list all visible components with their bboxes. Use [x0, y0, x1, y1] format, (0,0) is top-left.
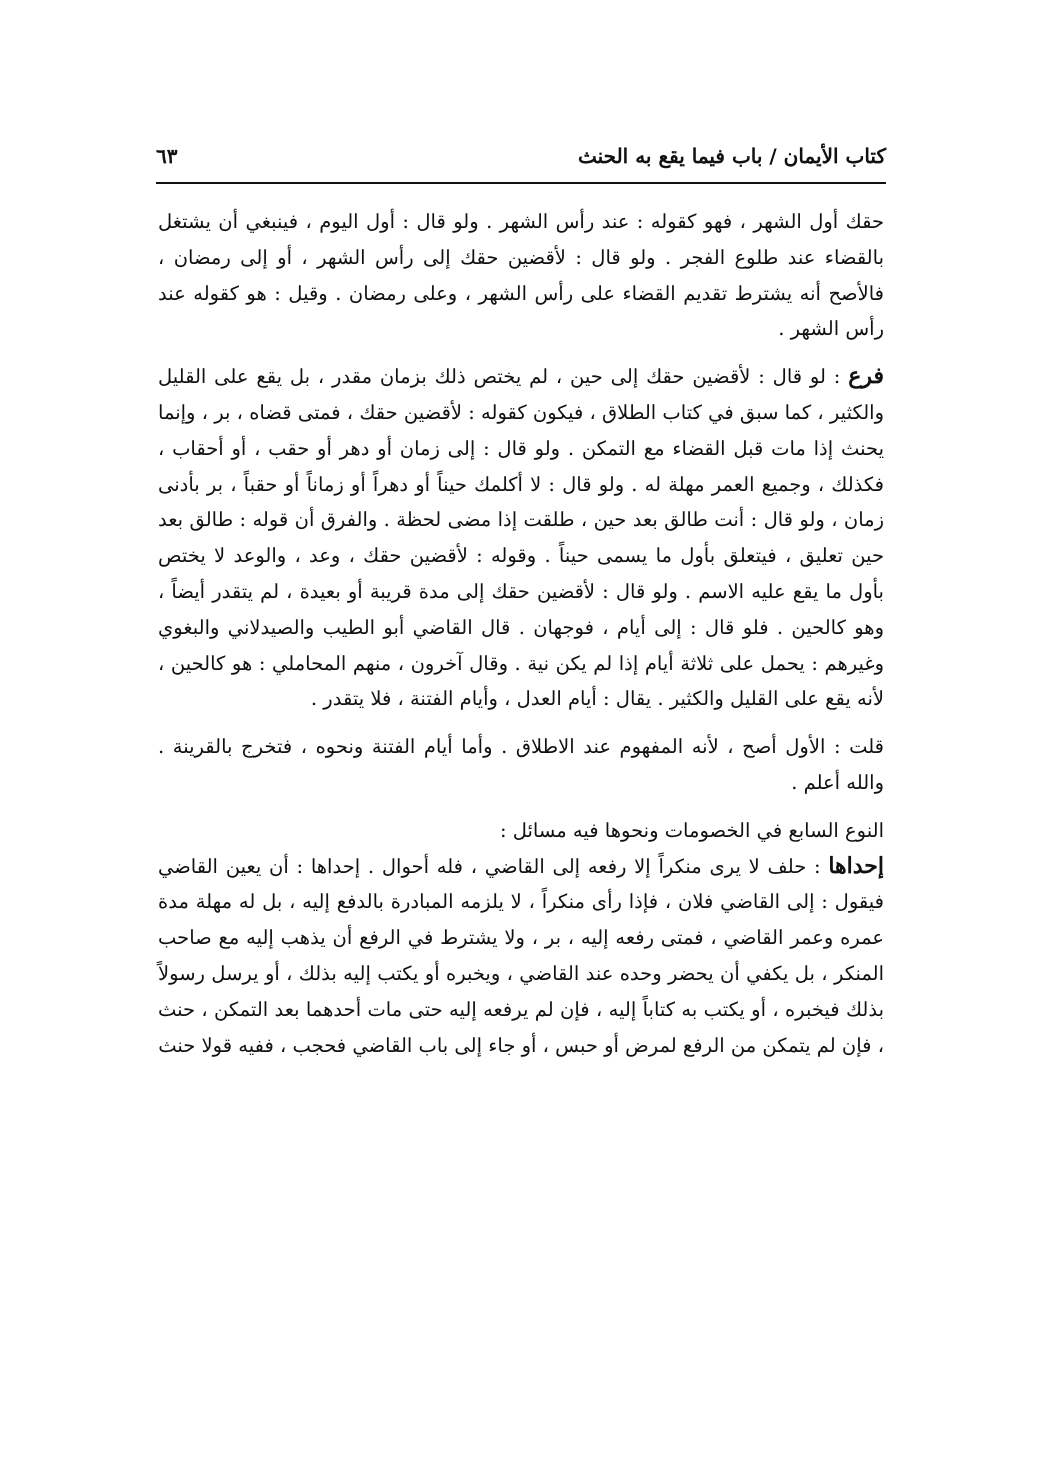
page-body — [158, 204, 884, 1063]
paragraph-2-lead: فرع — [848, 363, 884, 390]
paragraph-1: حقك أول الشهر ، فهو كقوله : عند رأس الشهر . ولو قال : أول اليوم ، فينبغي أن يشتغل بالقضاء عند طلوع الفجر . ولو قال : لأقضين حقك إلى رأس الشهر ، أو إلى رمضان ، فالأصح أنه يشترط تقديم القضاء على رأس الشهر ، وعلى رمضان . وقيل : هو كقوله عند رأس الشهر . — [158, 210, 884, 341]
paragraph-4 — [158, 849, 884, 1064]
running-header — [156, 140, 886, 184]
paragraph-3: قلت : الأول أصح ، لأنه المفهوم عند الاطلاق . وأما أيام الفتنة ونحوه ، فتخرج بالقرينة . والله أعلم . — [158, 735, 884, 794]
header-rule — [156, 182, 886, 184]
section-heading: النوع السابع في الخصومات ونحوها فيه مسائل : — [499, 818, 884, 842]
paragraph-2-text: : لو قال : لأقضين حقك إلى حين ، لم يختص ذلك بزمان مقدر ، بل يقع على القليل والكثير ، كما سبق في كتاب الطلاق ، فيكون كقوله : لأقضين حقك ، فمتى قضاه ، بر ، وإنما يحنث إذا مات قبل القضاء مع التمكن . ولو قال : إلى زمان أو دهر أو حقب ، أو أحقاب ، فكذلك ، وجميع العمر مهلة له . ولو قال : لا أكلمك حيناً أو دهراً أو زماناً أو حقباً ، بر بأدنى زمان ، ولو قال : أنت طالق بعد حين ، طلقت إذا مضى لحظة . والفرق أن قوله : طالق بعد حين تعليق ، فيتعلق بأول ما يسمى حيناً . وقوله : لأقضين حقك ، وعد ، والوعد لا يختص بأول ما يقع عليه الاسم . ولو قال : لأقضين حقك إلى مدة قريبة أو بعيدة ، لم يتقدر أيضاً ، وهو كالحين . فلو قال : إلى أيام ، فوجهان . قال القاضي أبو الطيب والصيدلاني والبغوي وغيرهم : يحمل على ثلاثة أيام إذا لم يكن نية . وقال آخرون ، منهم المحاملي : هو كالحين ، لأنه يقع على القليل والكثير . يقال : أيام العدل ، وأيام الفتنة ، فلا يتقدر . — [158, 365, 884, 711]
page-number: ٦٣ — [156, 144, 178, 168]
paragraph-4-text: : حلف لا يرى منكراً إلا رفعه إلى القاضي ، فله أحوال . إحداها : أن يعين القاضي فيقول : إلى القاضي فلان ، فإذا رأى منكراً ، لا يلزمه المبادرة بالدفع إليه ، بل له مهلة مدة عمره وعمر القاضي ، فمتى رفعه إليه ، بر ، ولا يشترط في الرفع أن يذهب إليه مع صاحب المنكر ، بل يكفي أن يحضر وحده عند القاضي ، ويخبره أو يكتب إليه بذلك ، أو يرسل رسولاً بذلك فيخبره ، أو يكتب به كتاباً إليه ، فإن لم يرفعه إليه حتى مات أحدهما بعد التمكن ، حنث ، فإن لم يتمكن من الرفع لمرض أو حبس ، أو جاء إلى باب القاضي فحجب ، ففيه قولا حنث — [158, 854, 884, 1057]
paragraph-2 — [158, 359, 884, 717]
header-title: كتاب الأيمان / باب فيما يقع به الحنث — [578, 144, 886, 168]
paragraph-4-lead: إحداها — [828, 852, 884, 879]
